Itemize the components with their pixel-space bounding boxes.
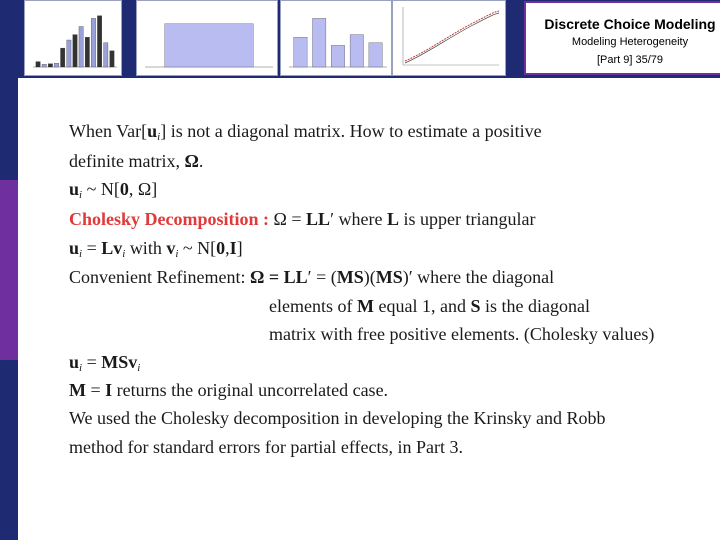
- thumbnail-bar: [79, 27, 83, 68]
- line-4: [69, 208, 535, 230]
- line-2: [69, 150, 203, 172]
- text: ] is not a diagonal matrix. How to estimate a positive: [160, 121, 542, 141]
- bold-LL: LL: [306, 209, 331, 229]
- line-6: [69, 266, 554, 288]
- text: =: [86, 380, 106, 400]
- thumbnail-bar: [369, 43, 382, 67]
- line-3: [69, 178, 157, 206]
- thumbnail-bar: [85, 37, 89, 67]
- left-bar-top-segment: [0, 0, 18, 180]
- bold-L: L: [386, 209, 399, 229]
- omega: Ω: [184, 151, 199, 171]
- text: =: [82, 352, 102, 372]
- text: ]: [236, 238, 243, 258]
- single-bar-thumbnail: [136, 0, 278, 76]
- single-bar-thumbnail-svg: [137, 1, 277, 75]
- curve-thumbnail-svg: [393, 1, 505, 75]
- bold-zero: 0: [119, 179, 129, 199]
- text: ′ = (: [307, 267, 337, 287]
- curve-thumbnail: [392, 0, 506, 76]
- line-11: [69, 407, 605, 429]
- subscript: i: [79, 248, 83, 260]
- text: method for standard errors for partial effects, in Part 3.: [69, 437, 464, 457]
- text: Ω =: [273, 209, 307, 229]
- slide-part-page: [526, 54, 720, 66]
- thumbnail-bar: [73, 35, 77, 67]
- prime: ′: [330, 209, 334, 229]
- bold-MSv: MSv: [101, 352, 138, 372]
- histogram-thumbnail: [24, 0, 122, 76]
- thumbnail-bar: [294, 37, 307, 67]
- header-strip: [18, 0, 720, 78]
- subscript: i: [157, 131, 161, 143]
- subscript: i: [175, 248, 179, 260]
- bold-S: S: [470, 296, 481, 316]
- text: where: [334, 209, 387, 229]
- bar-pairs-thumbnail: [280, 0, 392, 76]
- text: Convenient Refinement:: [69, 267, 250, 287]
- thumbnail-bar: [97, 16, 101, 67]
- text: ,: [225, 238, 230, 258]
- bold-MS: MS: [336, 267, 364, 287]
- bold-zero: 0: [216, 238, 226, 258]
- text: ~ N[: [178, 238, 217, 258]
- text: )(: [363, 267, 376, 287]
- thumbnail-bar: [165, 24, 254, 67]
- slide-title-box: [524, 1, 720, 75]
- thumbnail-bar: [42, 64, 46, 67]
- text: is the diagonal: [480, 296, 590, 316]
- line-12: [69, 436, 463, 458]
- text: , Ω]: [128, 179, 158, 199]
- line-7: [269, 295, 590, 317]
- thumbnail-bar: [312, 18, 325, 67]
- bold-u: u: [147, 121, 158, 141]
- text: with: [125, 238, 167, 258]
- thumbnail-bar: [91, 18, 95, 67]
- bold-M: M: [356, 296, 374, 316]
- left-bar-middle-segment: [0, 180, 18, 360]
- text: equal 1, and: [373, 296, 471, 316]
- text: is upper triangular: [399, 209, 536, 229]
- text: returns the original uncorrelated case.: [112, 380, 389, 400]
- bold-v: v: [166, 238, 176, 258]
- text: elements of: [269, 296, 357, 316]
- line-9: [69, 351, 140, 379]
- subscript: i: [79, 189, 83, 201]
- slide-subtitle: Modeling Heterogeneity: [571, 36, 689, 48]
- bold-MS: MS: [375, 267, 403, 287]
- text: When Var[: [69, 121, 148, 141]
- bold-M: M: [69, 380, 86, 400]
- left-bar-bottom-segment: [0, 360, 18, 540]
- bold-Lv: Lv: [101, 238, 123, 258]
- thumbnail-bar: [110, 51, 114, 67]
- thumbnail-bar: [350, 35, 363, 67]
- line-5: [69, 237, 243, 265]
- thumbnail-bar: [36, 62, 40, 67]
- bar-pairs-thumbnail-svg: [281, 1, 391, 75]
- bold-u: u: [69, 238, 80, 258]
- page-label: 35/79: [635, 54, 664, 66]
- bold-LL: LL: [283, 267, 308, 287]
- thumbnail-bar: [48, 64, 52, 67]
- thumbnail-bar: [67, 40, 71, 67]
- thumbnail-bar: [331, 45, 344, 67]
- subscript: i: [122, 248, 126, 260]
- line-10: [69, 379, 388, 401]
- text: matrix with free positive elements. (Cholesky values): [269, 324, 655, 344]
- bold-u: u: [69, 179, 80, 199]
- thumbnail-bar: [54, 63, 58, 67]
- text: We used the Cholesky decomposition in developing the Krinsky and Robb: [69, 408, 606, 428]
- bold-I: I: [105, 380, 113, 400]
- thumbnail-bar: [60, 48, 64, 67]
- line-8: [269, 323, 654, 345]
- histogram-thumbnail-svg: [25, 1, 121, 75]
- part-label: [Part 9]: [596, 54, 633, 66]
- text: definite matrix,: [69, 151, 185, 171]
- line-1: [69, 120, 542, 148]
- omega-eq: Ω =: [249, 267, 284, 287]
- bold-u: u: [69, 352, 80, 372]
- text: =: [82, 238, 102, 258]
- text: )′ where the diagonal: [402, 267, 555, 287]
- text: .: [198, 151, 204, 171]
- cholesky-heading: Cholesky Decomposition :: [69, 209, 274, 229]
- subscript: i: [137, 362, 141, 374]
- subscript: i: [79, 362, 83, 374]
- left-accent-bar: [0, 0, 18, 540]
- bold-I: I: [229, 238, 237, 258]
- thumbnail-bar: [104, 43, 108, 67]
- slide-title: Discrete Choice Modeling: [544, 16, 716, 32]
- text: ~ N[: [82, 179, 120, 199]
